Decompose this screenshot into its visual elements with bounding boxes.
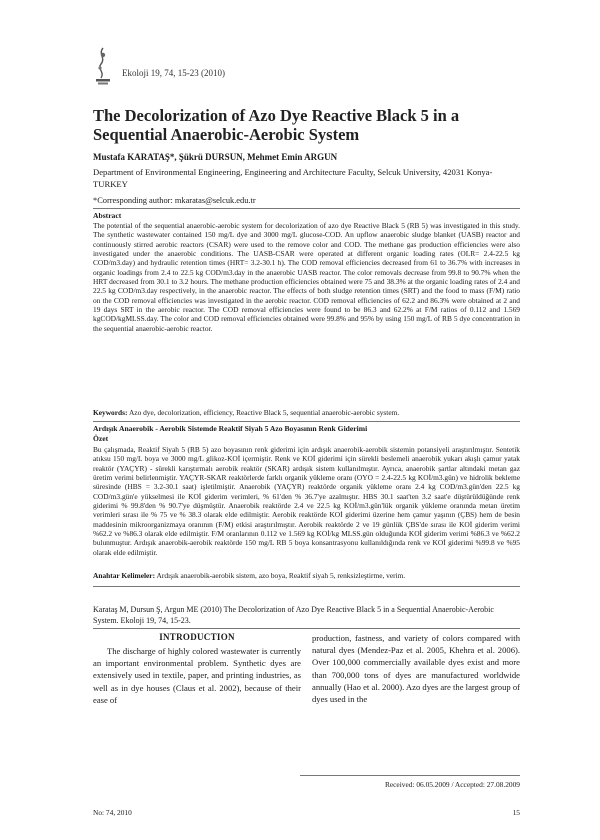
footer-issue: No: 74, 2010: [93, 808, 132, 817]
body-column-left: [93, 645, 301, 706]
divider-citation-bottom: [93, 628, 520, 629]
journal-emblem-icon: [92, 46, 114, 86]
divider-received: [300, 775, 520, 776]
turkish-title: Ardışık Anaerobik - Aerobik Sistemde Reaktif Siyah 5 Azo Boyasının Renk Giderimi: [93, 424, 368, 433]
corresponding-author: *Corresponding author: mkaratas@selcuk.edu.tr: [93, 196, 256, 205]
body-column-right: production, fastness, and variety of colors compared with natural dyes (Mendez-Paz et al. 2005, Khehra et al. 2006). Over 100,000 commercially available dyes exist and more than 700,000 tons of dyes are manufactured worldwide annually (Hao et al. 2000). Azo dyes are the largest group of dyes used in the: [312, 633, 520, 705]
divider-middle: [93, 421, 520, 422]
keywords-label: Keywords:: [93, 408, 128, 417]
turkish-keywords-text: Ardışık anaerobik-aerobik sistem, azo boya, Reaktif siyah 5, renksizleştirme, verim.: [156, 571, 406, 580]
turkish-keywords-label: Anahtar Kelimeler:: [93, 571, 156, 580]
introduction-heading: INTRODUCTION: [159, 632, 235, 642]
abstract-text: The potential of the sequential anaerobic-aerobic system for decolorization of azo dye Reactive Black 5 (RB 5) was investigated in this study. The synthetic wastewater contained 150 mg/L dye and 3000 mg/L glucose-COD. An upflow anaerobic sludge blanket (UASB) reactor and continuously stirred aerobic reactors (CSAR) were used to the remove color and COD. The methane gas production efficiencies were also investigated under the anaerobic conditions. The UASB-CSAR were operated at different organic loading rates (OLR= 2.4-22.5 kg COD/m3.day) and hydraulic retention times (HRT= 3.2-30.1 h). The COD removal efficiencies decreased from 61 to 36.7% with increases in organic loadings from 2.4 to 22.5 kg COD/m3.day in the anaerobic UASB reactor. The color removals decrease from 99.8 to 90.7% when the HRT decreased from 30.1 to 3.2 hours. The methane production efficiencies obtained were 75 and 38.3% at the organic loading rates of 2.4 and 22.5 kg COD/m3.day respectively, in the anaerobic reactor. The effects of both sludge retention times (SRT) and the food to mass (F/M) ratio on the COD removal efficiencies was investigated in the aerobic reactor. COD removal efficiencies of 62.2 and 86.3% were obtained at 2 and 19 days SRT in the aerobic reactor. The COD removal efficiencies were found to be 86.3 and 62.2% at F/M ratios of 0.112 and 1.569 kgCOD/kgMLSS.day. The color and COD removal efficiencies obtained were 99.8% and 95% by using 150 mg/L of RB 5 dye concentration in the sequential anaerobic-aerobic reactor.: [93, 221, 520, 333]
citation: Karataş M, Dursun Ş, Argun ME (2010) The Decolorization of Azo Dye Reactive Black 5 in a Sequential Anaerobic-Aerobic System. Ekoloji 19, 74, 15-23.: [93, 605, 494, 625]
turkish-abstract-text: Bu çalışmada, Reaktif Siyah 5 (RB 5) azo boyasının renk giderimi için ardışık anaerobik-aerobik sistemin potansiyeli araştırılmıştır. Sentetik atıksu 150 mg/L boya ve 3000 mg/L glikoz-KOİ içermiştir. Renk ve KOİ giderimi için sürekli beslemeli anaerobik yukarı akışlı çamur yatak reaktör (YAÇYR) - sürekli karıştırmalı aerobik reaktör (SKAR) ardışık sistem kullanılmıştır. Ayrıca, anaerobik şartlar altındaki metan gaz üretim verimi belirlenmiştir. YAÇYR-SKAR reaktörlerde farklı organik yükleme oranı (OYO = 2.4-22.5 kg KOİ/m3.gün) ve hidrolik bekleme süresinde (HBS = 3.2-30.1 saat) işletilmiştir. Anaerobik (YAÇYR) reaktörde organik yükleme oranı 2.4 kg COD/m3.gün'den 22.5 kg COD/m3.gün'e yükselmesi ile KOİ giderim verimleri, % 61'den % 36.7'ye azalmıştır. HBS 30.1 saat'ten 3.2 saat'e düştürüldüğünde renk giderimi % 99.8'den % 90.7'ye düşmüştür. Anaerobik reaktörde 2.4 ve 22.5 kg KOİ/m3.gün'lük organik yükleme oranında metan üretim verimleri sırası ile % 75 ve % 38.3 olarak elde edilmiştir. Aerobik reaktörde KOİ giderimi üzerine hem çamur yaşının (ÇBS) hem de besin maddesinin mikroorganizmaya oranının (F/M) etkisi araştırılmıştır. Aerobik reaktörde 2 ve 19 günlük ÇBS'de sırası ile KOİ giderim verimi %62.2 ve %86.3 olarak elde edilmiştir. F/M oranlarının 0.112 ve 1.569 kg KOİ/kg MLSS.gün olduğunda KOİ giderim verimi %86.3 ve %62.2 bulunmuştur. Ardışık anaerobik-aerobik reaktörde 150 mg/L RB 5 boya konsantrasyonu kullanıldığında renk ve KOİ giderimi %99.8 ve %95 olarak elde edilmiştir.: [93, 445, 520, 557]
received-dates: Received: 06.05.2009 / Accepted: 27.08.2009: [384, 780, 520, 789]
turkish-keywords-line: [93, 571, 520, 580]
article-title: The Decolorization of Azo Dye Reactive Black 5 in a Sequential Anaerobic-Aerobic System: [93, 106, 460, 144]
author-list: Mustafa KARATAŞ*, Şükrü DURSUN, Mehmet Emin ARGUN: [93, 152, 338, 162]
divider-citation-top: [93, 586, 520, 587]
footer-page-number: 15: [512, 808, 520, 817]
affiliation: Department of Environmental Engineering, Engineering and Architecture Faculty, Selcuk University, 42031 Konya-TURKEY: [93, 167, 493, 189]
body-left-text: The discharge of highly colored wastewater is currently an important environmental problem. Synthetic dyes are extensively used in textile, paper, and printing industries, as well as in dye houses (Claus et al. 2002), because of their ease of: [93, 646, 301, 705]
journal-reference: Ekoloji 19, 74, 15-23 (2010): [122, 68, 225, 78]
abstract-heading: Abstract: [93, 211, 122, 220]
divider-top: [93, 208, 520, 209]
keywords-line: [93, 408, 520, 417]
keywords-text: Azo dye, decolorization, efficiency, Reactive Black 5, sequential anaerobic-aerobic system.: [128, 408, 400, 417]
ozet-heading: Özet: [93, 434, 109, 443]
